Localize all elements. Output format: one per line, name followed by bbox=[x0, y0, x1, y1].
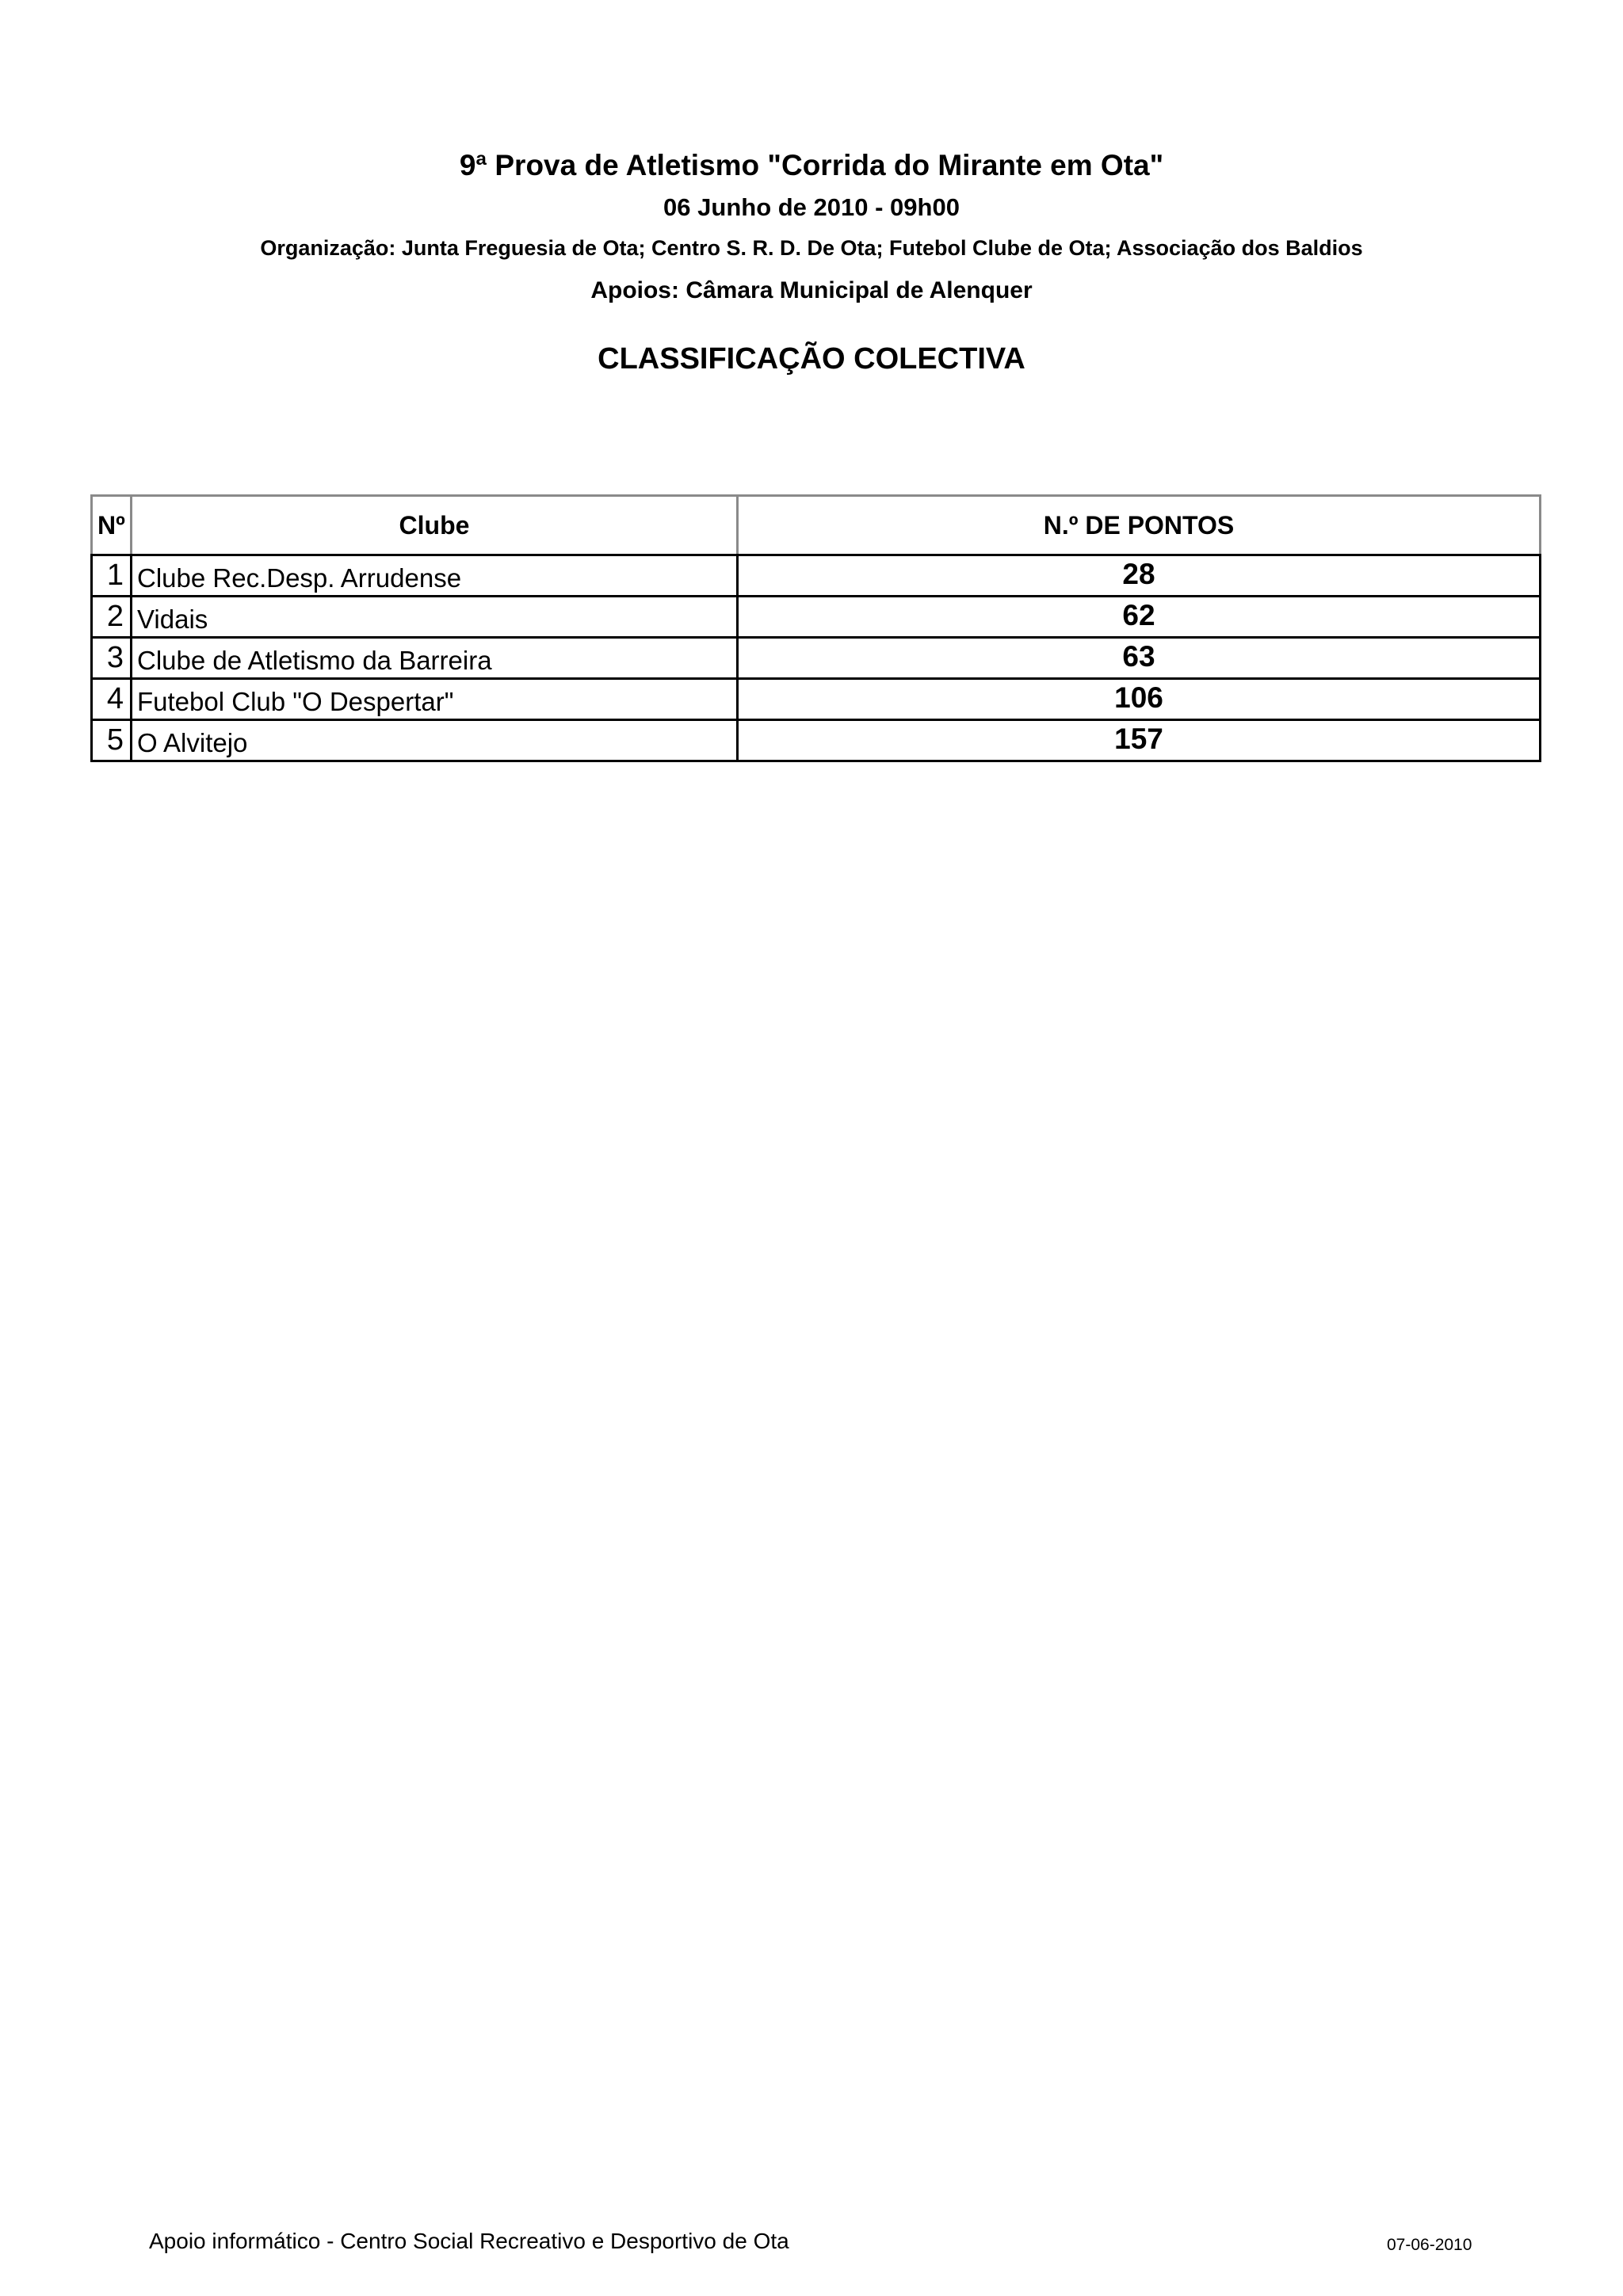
points-cell: 63 bbox=[738, 638, 1541, 679]
footer-credit: Apoio informático - Centro Social Recreativo e Desportivo de Ota bbox=[149, 2229, 789, 2253]
points-cell: 157 bbox=[738, 720, 1541, 761]
club-cell: Clube Rec.Desp. Arrudense bbox=[132, 555, 738, 597]
club-cell: O Alvitejo bbox=[132, 720, 738, 761]
table-header-row bbox=[92, 496, 1541, 555]
club-cell: Clube de Atletismo da Barreira bbox=[132, 638, 738, 679]
support-line: Apoios: Câmara Municipal de Alenquer bbox=[590, 277, 1033, 303]
table-row bbox=[92, 638, 1541, 679]
column-header-number: Nº bbox=[92, 496, 132, 555]
table-row bbox=[92, 597, 1541, 638]
rank-cell: 3 bbox=[92, 638, 132, 679]
points-cell: 62 bbox=[738, 597, 1541, 638]
table-row bbox=[92, 679, 1541, 720]
club-cell: Futebol Club "O Despertar" bbox=[132, 679, 738, 720]
event-date: 06 Junho de 2010 - 09h00 bbox=[663, 193, 960, 221]
team-classification-table bbox=[90, 494, 1541, 762]
points-cell: 28 bbox=[738, 555, 1541, 597]
table-row bbox=[92, 720, 1541, 761]
document-title: 9ª Prova de Atletismo "Corrida do Mirante em Ota" bbox=[459, 149, 1164, 181]
column-header-points: N.º DE PONTOS bbox=[738, 496, 1541, 555]
rank-cell: 1 bbox=[92, 555, 132, 597]
rank-cell: 5 bbox=[92, 720, 132, 761]
points-cell: 106 bbox=[738, 679, 1541, 720]
column-header-club: Clube bbox=[132, 496, 738, 555]
table-row bbox=[92, 555, 1541, 597]
organization-line: Organização: Junta Freguesia de Ota; Centro S. R. D. De Ota; Futebol Clube de Ota; Associação dos Baldios bbox=[260, 236, 1363, 260]
rank-cell: 2 bbox=[92, 597, 132, 638]
club-cell: Vidais bbox=[132, 597, 738, 638]
footer-date: 07-06-2010 bbox=[1387, 2236, 1472, 2254]
section-heading: CLASSIFICAÇÃO COLECTIVA bbox=[598, 342, 1025, 376]
rank-cell: 4 bbox=[92, 679, 132, 720]
